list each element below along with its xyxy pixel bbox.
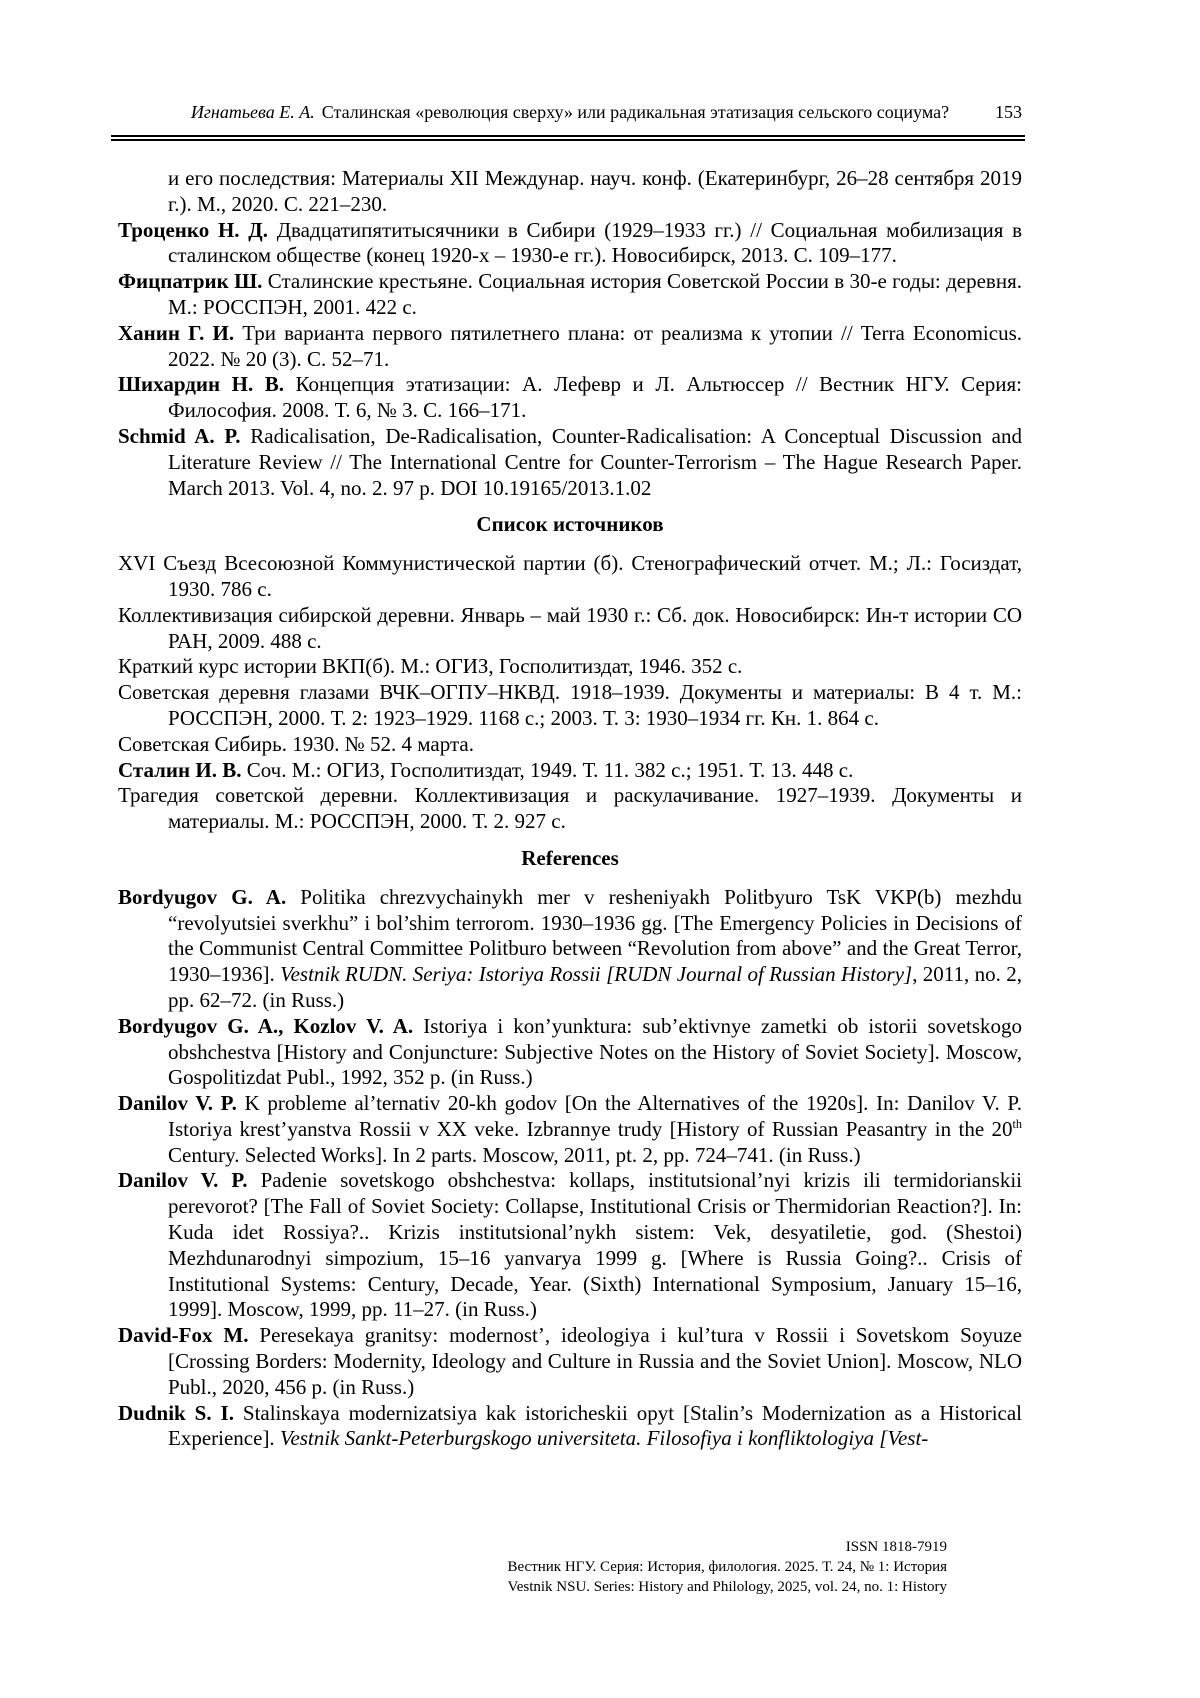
- footer-issn: ISSN 1818-7919: [845, 1539, 947, 1555]
- text-segment: Концепция этатизации: А. Лефевр и Л. Альтюссер // Вестник НГУ. Серия: Философия. 2008. Т. 6, № 3. С. 166–171.: [168, 372, 1022, 423]
- text-segment: Трагедия советской деревни. Коллективизация и раскулачивание. 1927–1939. Документы и материалы. М.: РОССПЭН, 2000. Т. 2. 927 с.: [118, 783, 1022, 834]
- text-segment: Три варианта первого пятилетнего плана: от реализма к утопии // Terra Economicus. 2022. № 20 (3). С. 52–71.: [168, 320, 1022, 371]
- text-segment: Шихардин Н. В.: [118, 372, 285, 397]
- footer-journal-en: Vestnik NSU. Series: History and Philology, 2025, vol. 24, no. 1: History: [507, 1579, 947, 1595]
- reference-entry: [118, 218, 1022, 270]
- page-footer: [508, 1537, 948, 1597]
- reference-entry: [118, 166, 1022, 218]
- text-segment: Соч. М.: ОГИЗ, Госполитиздат, 1949. Т. 11. 382 с.; 1951. Т. 13. 448 с.: [241, 757, 854, 782]
- references-list: [118, 885, 1022, 1453]
- text-column: [118, 166, 1022, 1452]
- text-segment: Politika chrezvychainykh mer v resheniyakh Politbyuro TsK VKP(b) mezhdu “revolyutsiei sverkhu” i bol’shim terrorom. 1930–1936 gg. [The Emergency Policies in Decisions of the Communist Central Committee Politburo between “Revolution from above” and the Great Terror, 1930–1936].: [168, 884, 1022, 987]
- sources-list: [118, 551, 1022, 835]
- running-head-author: Игнатьева Е. А.: [190, 102, 315, 122]
- reference-entry: [118, 603, 1022, 655]
- text-segment: Коллективизация сибирской деревни. Январь – май 1930 г.: Сб. док. Новосибирск: Ин-т истории СО РАН, 2009. 488 с.: [118, 602, 1022, 653]
- header-double-rule: [111, 135, 1025, 141]
- reference-entry: [118, 372, 1022, 424]
- references-heading: References: [521, 845, 619, 870]
- text-segment: Century. Selected Works]. In 2 parts. Moscow, 2011, pt. 2, pp. 724–741. (in Russ.): [168, 1142, 861, 1167]
- footer-journal-ru: Вестник НГУ. Серия: История, филология. 2025. Т. 24, № 1: История: [507, 1559, 947, 1575]
- reference-entry: [118, 551, 1022, 603]
- text-segment: Danilov V. P.: [118, 1168, 248, 1193]
- text-segment: Троценко Н. Д.: [118, 217, 268, 242]
- text-segment: Bordyugov G. A.: [118, 884, 287, 909]
- running-head-title: Сталинская «революция сверху» или радикальная этатизация сельского социума?: [321, 102, 950, 122]
- text-segment: Ханин Г. И.: [118, 320, 235, 345]
- running-head: [118, 101, 1022, 124]
- reference-entry: [118, 783, 1022, 835]
- sources-heading: Список источников: [476, 512, 664, 537]
- text-segment: XVI Съезд Всесоюзной Коммунистической партии (б). Стенографический отчет. М.; Л.: Госиздат, 1930. 786 с.: [118, 551, 1022, 601]
- text-segment: David-Fox M.: [118, 1323, 249, 1348]
- text-segment: Radicalisation, De-Radicalisation, Counter-Radicalisation: A Conceptual Discussion and Literature Review // The International Centre for Counter-Terrorism – The Hague Research Paper. March 2013. Vol. 4, no. 2. 97 p. DOI 10.19165/2013.1.02: [168, 423, 1022, 500]
- reference-entry: [118, 654, 1022, 680]
- text-segment: Dudnik S. I.: [118, 1400, 234, 1425]
- text-segment: Stalinskaya modernizatsiya kak istoricheskii opyt [Stalin’s Modernization as a Historical Experience].: [168, 1400, 1022, 1451]
- text-segment: Советская Сибирь. 1930. № 52. 4 марта.: [118, 731, 474, 756]
- reference-entry: [118, 269, 1022, 321]
- text-segment: Istoriya i kon’yunktura: sub’ektivnye zametki ob istorii sovetskogo obshchestva [History and Conjuncture: Subjective Notes on the History of Soviet Society]. Moscow, Gospolitizdat Publ., 1992, 352 p. (in Russ.): [168, 1013, 1022, 1090]
- reference-entry: [118, 680, 1022, 732]
- reference-entry: [118, 1323, 1022, 1400]
- text-segment: Padenie sovetskogo obshchestva: kollaps, institutsional’nyi krizis ili termidorianskii perevorot? [The Fall of Soviet Society: Collapse, Institutional Crisis or Thermidorian Reaction?]. In: Kuda idet Rossiya?.. Krizis institutsional’nykh sistem: Vek, desyatiletie, god. (Shestoi) Mezhdunarodnyi simpozium, 15–16 yanvarya 1999 g. [Where is Russia Going?.. Crisis of Institutional Systems: Century, Decade, Year. (Sixth) International Symposium, January 15–16, 1999]. Moscow, 1999, pp. 11–27. (in Russ.): [168, 1168, 1022, 1322]
- text-segment: Краткий курс истории ВКП(б). М.: ОГИЗ, Госполитиздат, 1946. 352 с.: [118, 654, 743, 679]
- text-segment: Danilov V. P.: [118, 1091, 237, 1116]
- text-segment: Vestnik Sankt-Peterburgskogo universiteta. Filosofiya i konfliktologiya [Vest-: [279, 1426, 929, 1451]
- reference-entry: [118, 321, 1022, 373]
- reference-entry: [118, 424, 1022, 501]
- reference-entry: [118, 1014, 1022, 1091]
- text-segment: K probleme al’ternativ 20-kh godov [On the Alternatives of the 1920s]. In: Danilov V. P. Istoriya krest’yanstva Rossii v XX veke. Izbrannye trudy [History of Russian Peasantry in the 20: [168, 1091, 1023, 1141]
- text-segment: Bordyugov G. A., Kozlov V. A.: [118, 1013, 414, 1038]
- text-segment: Peresekaya granitsy: modernost’, ideologiya i kul’tura v Rossii i Sovetskom Soyuze [Crossing Borders: Modernity, Ideology and Culture in Russia and the Soviet Union]. Moscow, NLO Publ., 2020, 456 p. (in Russ.): [168, 1323, 1022, 1399]
- text-segment: Schmid A. P.: [118, 423, 241, 448]
- text-segment: Советская деревня глазами ВЧК–ОГПУ–НКВД. 1918–1939. Документы и материалы: В 4 т. М.: РОССПЭН, 2000. Т. 2: 1923–1929. 1168 с.; 2003. Т. 3: 1930–1934 гг. Кн. 1. 864 с.: [118, 680, 1022, 730]
- reference-entry: [118, 1168, 1022, 1323]
- text-segment: Vestnik RUDN. Seriya: Istoriya Rossii [RUDN Journal of Russian History]: [280, 962, 913, 987]
- text-segment: th: [1012, 1116, 1022, 1131]
- text-segment: Двадцатипятитысячники в Сибири (1929–1933 гг.) // Социальная мобилизация в сталинском обществе (конец 1920-х – 1930-е гг.). Новосибирск, 2013. С. 109–177.: [168, 217, 1022, 268]
- reference-entry: [118, 1401, 1022, 1453]
- reference-entry: [118, 1091, 1022, 1168]
- bibliography-continued-list: [118, 166, 1022, 501]
- text-segment: , 2011, no. 2, pp. 62–72. (in Russ.): [168, 962, 1022, 1012]
- text-segment: Сталинские крестьяне. Социальная история Советской России в 30-е годы: деревня. М.: РОССПЭН, 2001. 422 с.: [168, 269, 1022, 319]
- reference-entry: [118, 732, 1022, 758]
- text-segment: и его последствия: Материалы XII Междунар. науч. конф. (Екатеринбург, 26–28 сентября 2019 г.). М., 2020. С. 221–230.: [168, 166, 1022, 216]
- text-segment: Фицпатрик Ш.: [118, 269, 263, 294]
- reference-entry: [118, 758, 1022, 784]
- reference-entry: [118, 885, 1022, 1014]
- page-number: 153: [995, 102, 1022, 122]
- text-segment: Сталин И. В.: [118, 757, 242, 782]
